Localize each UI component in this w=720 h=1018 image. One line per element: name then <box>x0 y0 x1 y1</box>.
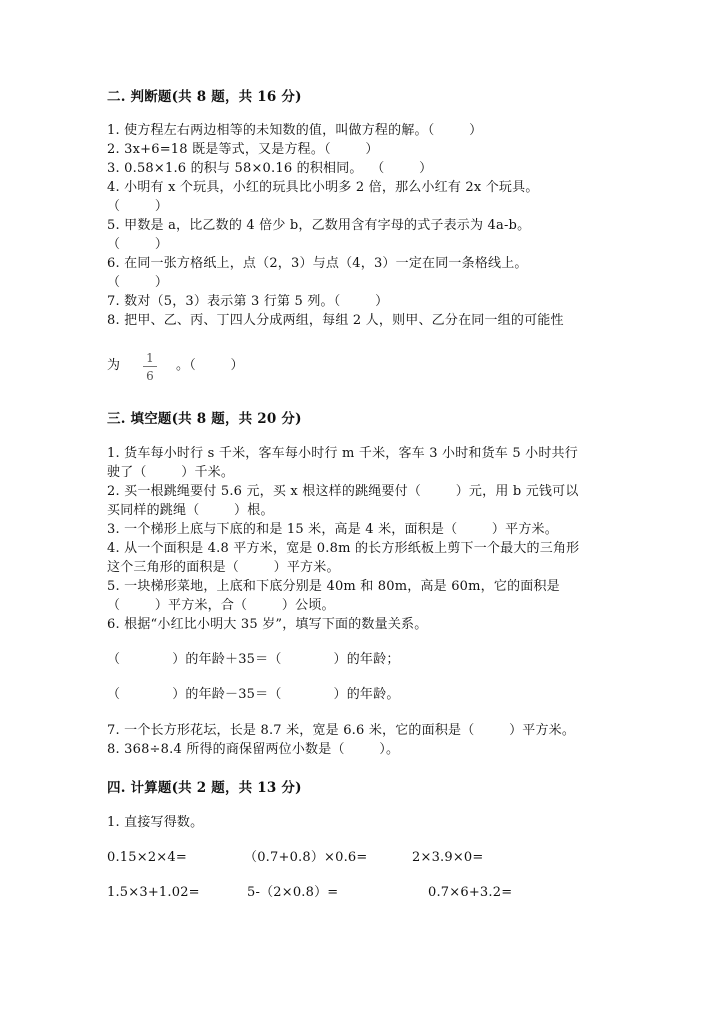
fill-question-1: 1. 货车每小时行 s 千米，客车每小时行 m 千米，客车 3 小时和货车 5 小时共行 <box>107 446 578 461</box>
fill-question-5: 5. 一块梯形菜地，上底和下底分别是 40m 和 80m，高是 60m，它的面积是 <box>107 579 560 594</box>
fill-question-1-cont: 驶了（ ）千米。 <box>107 465 235 480</box>
fill-question-6-relation-1: （ ）的年龄＋35＝（ ）的年龄； <box>107 652 400 667</box>
calc-expression: 0.7×6+3.2= <box>428 885 513 900</box>
fill-question-4-cont: 这个三角形的面积是（ ）平方米。 <box>107 560 340 575</box>
section-heading-calculation: 四. 计算题(共 2 题，共 13 分) <box>107 780 302 796</box>
calc-expression: 2×3.9×0= <box>412 850 484 865</box>
fill-question-6: 6. 根据“小红比小明大 35 岁”，填写下面的数量关系。 <box>107 617 428 632</box>
judgement-question-7: 7. 数对（5，3）表示第 3 行第 5 列。（ ） <box>107 294 389 309</box>
judgement-question-6: 6. 在同一张方格纸上，点（2，3）与点（4，3）一定在同一条格线上。 <box>107 256 528 271</box>
calc-question-1: 1. 直接写得数。 <box>107 815 204 830</box>
fraction-numerator: 1 <box>146 351 154 365</box>
judgement-question-4: 4. 小明有 x 个玩具，小红的玩具比小明多 2 倍，那么小红有 2x 个玩具。 <box>107 180 539 195</box>
judgement-answer-blank-6: （ ） <box>107 275 169 290</box>
judgement-question-3: 3. 0.58×1.6 的积与 58×0.16 的积相同。 （ ） <box>107 161 433 176</box>
judgement-answer-blank-5: （ ） <box>107 237 169 252</box>
fill-question-2-cont: 买同样的跳绳（ ）根。 <box>107 503 274 518</box>
fill-question-5-cont: （ ）平方米，合（ ）公顷。 <box>107 598 335 613</box>
judgement-answer-blank-4: （ ） <box>107 199 169 214</box>
judgement-question-1: 1. 使方程左右两边相等的未知数的值，叫做方程的解。（ ） <box>107 123 483 138</box>
calc-expression: 5-（2×0.8）= <box>247 885 339 900</box>
judgement-question-2: 2. 3x+6=18 既是等式，又是方程。（ ） <box>107 142 379 157</box>
fill-question-6-relation-2: （ ）的年龄－35＝（ ）的年龄。 <box>107 687 400 702</box>
judgement-question-5: 5. 甲数是 a，比乙数的 4 倍少 b，乙数用含有字母的式子表示为 4a-b。 <box>107 218 531 233</box>
calc-expression: 1.5×3+1.02= <box>107 885 200 900</box>
fill-question-3: 3. 一个梯形上底与下底的和是 15 米，高是 4 米，面积是（ ）平方米。 <box>107 522 558 537</box>
fraction-denominator: 6 <box>146 369 154 383</box>
fill-question-7: 7. 一个长方形花坛，长是 8.7 米，宽是 6.6 米，它的面积是（ ）平方米。 <box>107 723 576 738</box>
judgement-question-8-prefix: 为 <box>107 358 121 373</box>
calc-expression: 0.15×2×4= <box>107 850 187 865</box>
fill-question-8: 8. 368÷8.4 所得的商保留两位小数是（ ）。 <box>107 742 400 757</box>
fill-question-2: 2. 买一根跳绳要付 5.6 元，买 x 根这样的跳绳要付（ ）元，用 b 元钱可以 <box>107 484 579 499</box>
judgement-question-8-suffix: 。（ ） <box>176 358 244 373</box>
fill-question-4: 4. 从一个面积是 4.8 平方米，宽是 0.8m 的长方形纸板上剪下一个最大的三角形 <box>107 541 580 556</box>
section-heading-fill-blank: 三. 填空题(共 8 题，共 20 分) <box>107 411 302 427</box>
fraction-bar <box>143 366 157 367</box>
judgement-question-8: 8. 把甲、乙、丙、丁四人分成两组，每组 2 人，则甲、乙分在同一组的可能性 <box>107 313 564 328</box>
calc-expression: （0.7+0.8）×0.6= <box>244 850 368 865</box>
section-heading-judgement: 二. 判断题(共 8 题，共 16 分) <box>107 89 302 105</box>
